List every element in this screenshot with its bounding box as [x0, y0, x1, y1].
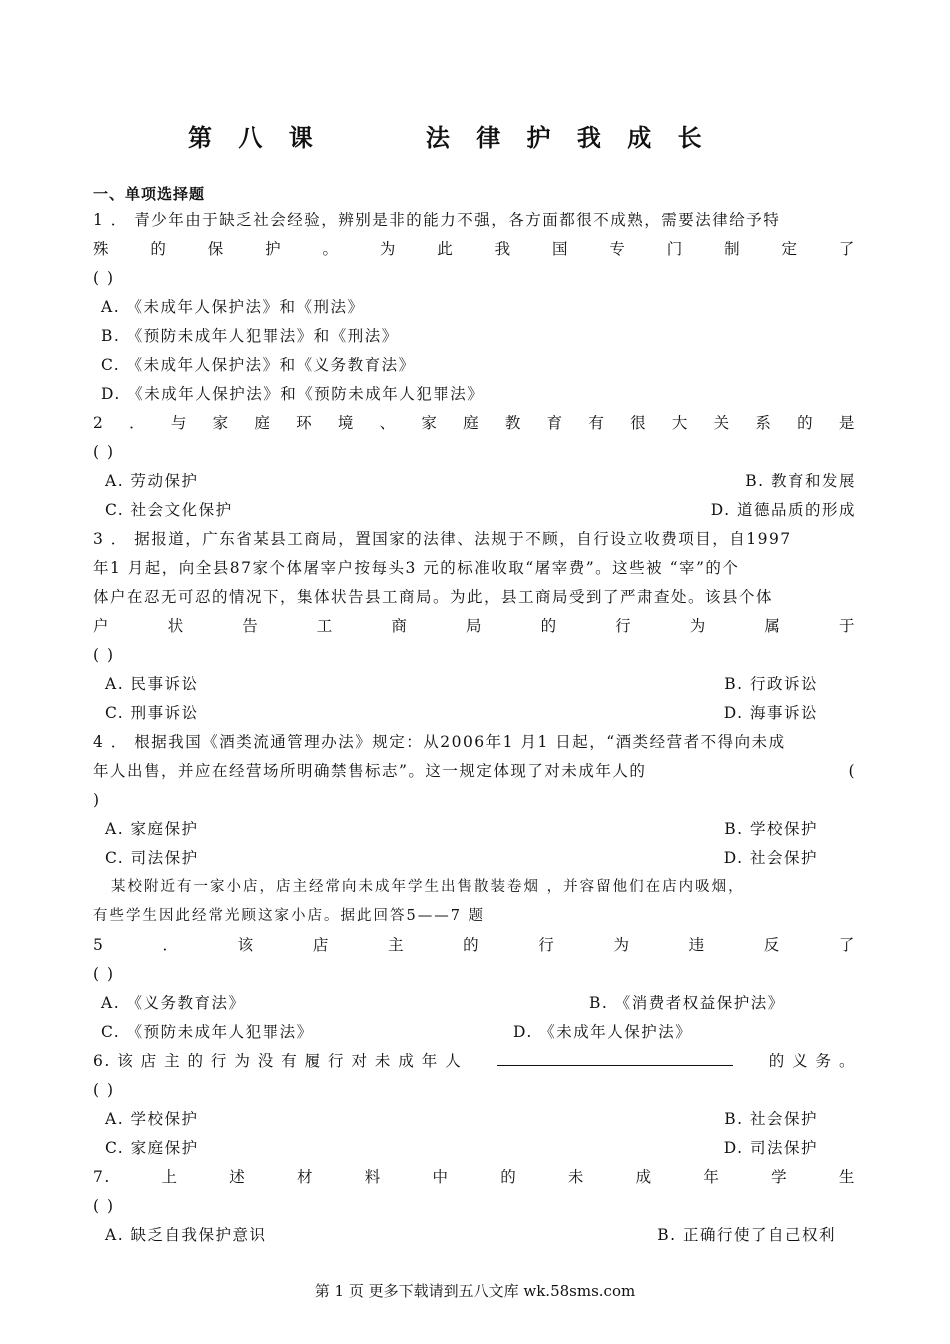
q1-option-a: A. 《未成年人保护法》和《刑法》 — [101, 298, 365, 316]
q2-char: 、 — [379, 414, 397, 432]
q1-char: 殊 — [93, 240, 111, 258]
q7-char: 上 — [161, 1168, 179, 1186]
q3-option-d: D. 海事诉讼 — [723, 704, 818, 722]
q2-char: 家 — [421, 414, 439, 432]
q3-stem-line: 年1 月起，向全县87家个体屠宰户按每头3 元的标准收取“屠宰费”。这些被 “宰”的个 — [93, 559, 740, 577]
q2-option-a: A. 劳动保护 — [105, 472, 199, 490]
q3-answer-paren: ( ) — [93, 646, 115, 664]
q7-char: 年 — [703, 1168, 721, 1186]
q2-char: 境 — [337, 414, 355, 432]
q7-stem-line — [93, 1163, 856, 1192]
q3-char: 为 — [689, 617, 707, 635]
q5-char: ． — [162, 936, 180, 954]
q5-char: 违 — [688, 936, 706, 954]
q6-option-c: C. 家庭保护 — [105, 1139, 199, 1157]
q2-char: 教 — [504, 414, 522, 432]
q1-char: 门 — [666, 240, 684, 258]
q4-answer-paren-open: ( — [848, 762, 856, 780]
q5-char: 5 — [93, 936, 105, 954]
q6-stem-text-after: 的 义 务 。 — [768, 1052, 856, 1070]
q2-char: 关 — [713, 414, 731, 432]
q2-char: 庭 — [463, 414, 481, 432]
q1-char: 我 — [494, 240, 512, 258]
q2-option-d: D. 道德品质的形成 — [710, 501, 856, 519]
q6-answer-paren: ( ) — [93, 1081, 115, 1099]
q5-stem-line — [93, 931, 856, 960]
q4-stem-text: 年人出售，并应在经营场所明确禁售标志”。这一规定体现了对未成年人的 — [93, 762, 647, 780]
q2-char: 系 — [755, 414, 773, 432]
q4-stem-line-with-paren — [93, 757, 856, 786]
q7-options-row-1 — [93, 1221, 856, 1250]
question-list — [93, 206, 856, 1250]
q6-options-row-2 — [93, 1134, 856, 1163]
q7-char: 学 — [771, 1168, 789, 1186]
q1-char: 为 — [379, 240, 397, 258]
q3-char: 户 — [93, 617, 111, 635]
q1-char: 。 — [322, 240, 340, 258]
q2-char: 是 — [838, 414, 856, 432]
q4-options-row-2 — [93, 844, 856, 873]
q5-option-a: A. 《义务教育法》 — [101, 994, 246, 1012]
q5-char: 为 — [613, 936, 631, 954]
q6-option-b: B. 社会保护 — [724, 1110, 818, 1128]
q5-char: 行 — [538, 936, 556, 954]
q2-char: 2 — [93, 414, 105, 432]
q5-char: 该 — [237, 936, 255, 954]
q1-char: 的 — [150, 240, 168, 258]
passage-line: 某校附近有一家小店，店主经常向未成年学生出售散装卷烟 ，并容留他们在店内吸烟， — [111, 879, 745, 895]
q6-option-d: D. 司法保护 — [723, 1139, 818, 1157]
q1-char: 定 — [781, 240, 799, 258]
q2-option-b: B. 教育和发展 — [745, 472, 856, 490]
q3-char: 的 — [540, 617, 558, 635]
q2-char: 庭 — [254, 414, 272, 432]
q7-char: 未 — [567, 1168, 585, 1186]
q2-options-row-1 — [93, 467, 856, 496]
q5-answer-paren: ( ) — [93, 965, 115, 983]
q6-stem-text-before: 6. 该 店 主 的 行 为 没 有 履 行 对 未 成 年 人 — [93, 1052, 463, 1070]
q7-char: 料 — [364, 1168, 382, 1186]
q5-options-row-1 — [93, 989, 856, 1018]
q2-char: 家 — [212, 414, 230, 432]
q3-char: 告 — [242, 617, 260, 635]
q1-char: 制 — [724, 240, 742, 258]
q3-option-a: A. 民事诉讼 — [105, 675, 199, 693]
q7-char: 中 — [432, 1168, 450, 1186]
q3-options-row-1 — [93, 670, 856, 699]
q1-char: 国 — [552, 240, 570, 258]
q5-options-row-2 — [93, 1018, 856, 1047]
q5-char: 主 — [387, 936, 405, 954]
q7-char: 成 — [635, 1168, 653, 1186]
q4-option-c: C. 司法保护 — [105, 849, 199, 867]
q2-char: 环 — [296, 414, 314, 432]
q2-char: 育 — [546, 414, 564, 432]
q6-stem-line — [93, 1047, 856, 1076]
q1-option-c: C. 《未成年人保护法》和《义务教育法》 — [101, 356, 416, 374]
q5-char: 了 — [838, 936, 856, 954]
q2-stem-line — [93, 409, 856, 438]
section-heading: 一、单项选择题 — [93, 185, 206, 203]
q1-char: 专 — [609, 240, 627, 258]
page-footer: 第 1 页 更多下载请到五八文库 wk.58sms.com — [314, 1282, 636, 1300]
q4-stem-line: 4 ． 根据我国《酒类流通管理办法》规定：从2006年1 月1 日起，“酒类经营者不得向未成 — [93, 733, 786, 751]
q6-fill-blank — [497, 1047, 733, 1066]
q1-char: 了 — [838, 240, 856, 258]
q5-option-b: B. 《消费者权益保护法》 — [589, 994, 785, 1012]
passage-line: 有些学生因此经常光顾这家小店。据此回答5——7 题 — [93, 908, 486, 924]
q7-char: 生 — [838, 1168, 856, 1186]
q7-answer-paren: ( ) — [93, 1197, 115, 1215]
q1-option-b: B. 《预防未成年人犯罪法》和《刑法》 — [101, 327, 399, 345]
q1-char: 护 — [265, 240, 283, 258]
q3-char: 状 — [167, 617, 185, 635]
q4-option-a: A. 家庭保护 — [105, 820, 199, 838]
q2-answer-paren: ( ) — [93, 443, 115, 461]
q2-char: 与 — [170, 414, 188, 432]
q2-options-row-2 — [93, 496, 856, 525]
q3-char: 商 — [391, 617, 409, 635]
page-title: 第 八 课 法 律 护 我 成 长 — [188, 124, 711, 152]
q3-char: 行 — [615, 617, 633, 635]
q5-char: 反 — [763, 936, 781, 954]
q4-option-b: B. 学校保护 — [724, 820, 818, 838]
q3-char: 局 — [465, 617, 483, 635]
q7-char: 材 — [296, 1168, 314, 1186]
q2-char: 很 — [630, 414, 648, 432]
q3-stem-line-justified — [93, 612, 856, 641]
q1-option-d: D. 《未成年人保护法》和《预防未成年人犯罪法》 — [101, 385, 485, 403]
q7-char: 述 — [229, 1168, 247, 1186]
q3-option-c: C. 刑事诉讼 — [105, 704, 199, 722]
q3-stem-line: 体户在忍无可忍的情况下，集体状告县工商局。为此，县工商局受到了严肃查处。该县个体 — [93, 588, 774, 606]
q4-option-d: D. 社会保护 — [723, 849, 818, 867]
q3-char: 工 — [316, 617, 334, 635]
q7-char: 的 — [500, 1168, 518, 1186]
q2-char: 有 — [588, 414, 606, 432]
q5-option-c: C. 《预防未成年人犯罪法》 — [101, 1023, 314, 1041]
q1-char: 此 — [437, 240, 455, 258]
q5-char: 的 — [463, 936, 481, 954]
q3-stem-line: 3 ． 据报道，广东省某县工商局，置国家的法律、法规于不顾，自行设立收费项目，自1997 — [93, 530, 792, 548]
q7-char: 7. — [93, 1168, 111, 1186]
q3-options-row-2 — [93, 699, 856, 728]
q6-option-a: A. 学校保护 — [105, 1110, 199, 1128]
q7-option-b: B. 正确行使了自己权利 — [657, 1226, 836, 1244]
q1-stem-line: 1 ． 青少年由于缺乏社会经验，辨别是非的能力不强，各方面都很不成熟，需要法律给予特 — [93, 211, 781, 229]
q6-options-row-1 — [93, 1105, 856, 1134]
q5-char: 店 — [312, 936, 330, 954]
q4-answer-paren-close: ) — [93, 791, 101, 809]
q4-options-row-1 — [93, 815, 856, 844]
q2-char: 大 — [671, 414, 689, 432]
q5-option-d: D. 《未成年人保护法》 — [513, 1023, 693, 1041]
q2-char: 的 — [797, 414, 815, 432]
q2-char: ． — [129, 414, 147, 432]
q1-char: 保 — [207, 240, 225, 258]
q1-stem-line-justified — [93, 235, 856, 264]
q3-option-b: B. 行政诉讼 — [724, 675, 818, 693]
q2-option-c: C. 社会文化保护 — [105, 501, 233, 519]
q1-answer-paren: ( ) — [93, 269, 115, 287]
q3-char: 属 — [764, 617, 782, 635]
q3-char: 于 — [838, 617, 856, 635]
q7-option-a: A. 缺乏自我保护意识 — [105, 1226, 267, 1244]
